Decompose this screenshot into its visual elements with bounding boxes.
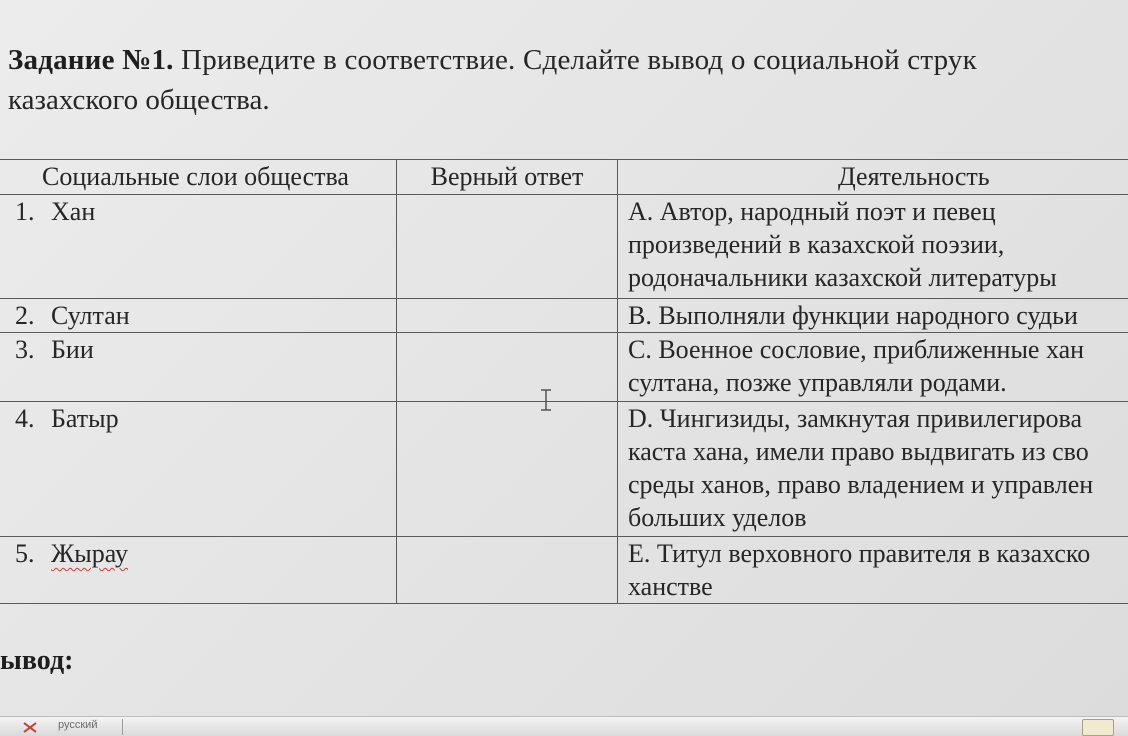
layer-name: Хан [51, 197, 96, 226]
table-row [0, 299, 1128, 333]
answer-cell[interactable] [397, 195, 618, 299]
row-number: 5. [15, 539, 35, 568]
answer-cell[interactable] [397, 299, 618, 333]
activity-cell [618, 537, 1128, 604]
layer-cell [0, 195, 397, 299]
activity-line: среды ханов, право владением и управлен [628, 470, 1094, 499]
layer-name: Жырау [51, 539, 128, 568]
header-social-layers: Социальные слои общества [0, 160, 397, 195]
answer-cell[interactable] [397, 537, 618, 604]
task-title [8, 40, 977, 80]
activity-cell [618, 402, 1128, 537]
taskbar-divider [122, 719, 123, 735]
activity-line: В. Выполняли функции народного судьи [628, 301, 1078, 330]
header-correct-answer: Верный ответ [397, 160, 618, 195]
activity-line: D. Чингизиды, замкнутая привилегирова [628, 404, 1083, 433]
row-number: 1. [15, 197, 35, 226]
task-instruction-continued: казахского общества. [8, 84, 270, 116]
table-header-row [0, 160, 1128, 195]
tray-icon[interactable] [1082, 719, 1114, 736]
activity-line: Е. Титул верховного правителя в казахско [628, 539, 1091, 568]
activity-line: больших уделов [628, 503, 807, 532]
row-number: 2. [15, 301, 35, 330]
table-row [0, 195, 1128, 299]
activity-cell [618, 299, 1128, 333]
activity-line: А. Автор, народный поэт и певец [628, 197, 996, 226]
layer-cell [0, 402, 397, 537]
answer-cell[interactable] [397, 402, 618, 537]
header-activity: Деятельность [618, 160, 1128, 195]
activity-cell [618, 195, 1128, 299]
row-number: 4. [15, 404, 35, 433]
layer-cell [0, 333, 397, 402]
text-cursor-icon [538, 388, 554, 412]
row-number: 3. [15, 335, 35, 364]
table-row [0, 537, 1128, 604]
activity-line: родоначальники казахской литературы [628, 263, 1057, 292]
table-row [0, 333, 1128, 402]
task-instruction: Приведите в соответствие. Сделайте вывод о социальной струк [173, 44, 977, 76]
layer-name: Султан [51, 301, 130, 330]
conclusion-label: ывод: [0, 645, 74, 676]
task-number: Задание №1. [8, 44, 174, 76]
layer-cell [0, 299, 397, 333]
answer-cell[interactable] [397, 333, 618, 402]
layer-name: Бии [51, 335, 94, 364]
activity-cell [618, 333, 1128, 402]
activity-line: произведений в казахской поэзии, [628, 230, 1005, 259]
activity-line: С. Военное сословие, приближенные хан [628, 335, 1085, 364]
activity-line: ханстве [628, 572, 713, 601]
activity-line: султана, позже управляли родами. [628, 368, 1007, 397]
activity-line: каста хана, имели право выдвигать из сво [628, 437, 1089, 466]
table-row [0, 402, 1128, 537]
language-indicator[interactable]: русский [58, 719, 98, 731]
layer-name: Батыр [51, 404, 119, 433]
matching-table [0, 159, 1128, 604]
language-icon[interactable] [22, 720, 40, 734]
layer-cell [0, 537, 397, 604]
taskbar [0, 716, 1128, 736]
